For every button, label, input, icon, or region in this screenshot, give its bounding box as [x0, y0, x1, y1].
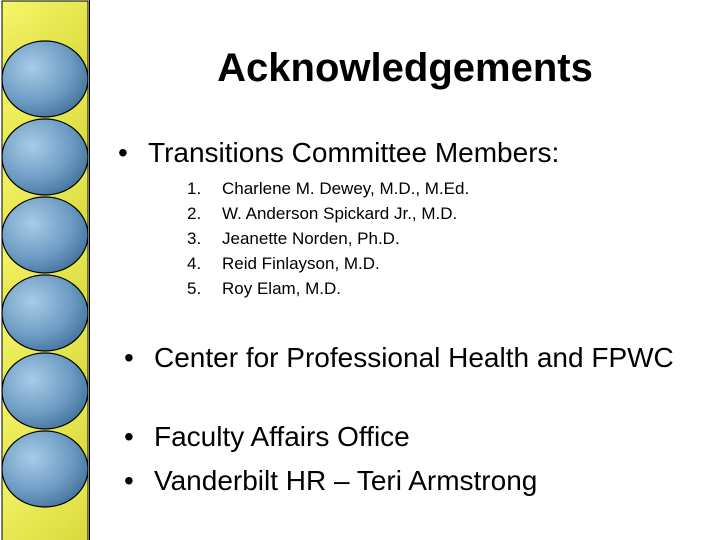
member-name: Charlene M. Dewey, M.D., M.Ed.: [222, 179, 470, 198]
decorative-circle: [2, 275, 88, 351]
slide-title: Acknowledgements: [217, 46, 593, 90]
list-number: 1.: [187, 179, 202, 198]
bullet-text: Faculty Affairs Office: [154, 421, 410, 452]
bullet-text: Center for Professional Health and FPWC: [154, 342, 674, 373]
bullet-dot: •: [124, 342, 134, 373]
list-item: [187, 276, 469, 301]
decorative-circle: [2, 197, 88, 273]
list-item: [187, 201, 469, 226]
list-item: [187, 176, 469, 201]
list-number: 5.: [187, 279, 202, 298]
list-number: 2.: [187, 204, 202, 223]
member-name: Reid Finlayson, M.D.: [222, 254, 380, 273]
bullet-dot: •: [124, 421, 134, 452]
member-name: W. Anderson Spickard Jr., M.D.: [222, 204, 458, 223]
decorative-circle: [2, 41, 88, 117]
bullet-center: [124, 341, 684, 375]
bullet-dot: •: [118, 137, 128, 168]
member-name: Jeanette Norden, Ph.D.: [222, 229, 400, 248]
committee-members-list: [187, 176, 469, 301]
member-name: Roy Elam, M.D.: [222, 279, 342, 298]
decorative-circle: [2, 353, 88, 429]
decorative-sidebar: [0, 0, 90, 540]
bullet-hr: [124, 464, 684, 498]
bullet-text: Vanderbilt HR – Teri Armstrong: [154, 465, 538, 496]
bullet-committee: [118, 136, 708, 170]
bullet-text: Transitions Committee Members:: [148, 137, 560, 168]
list-item: [187, 226, 469, 251]
decorative-circle: [2, 119, 88, 195]
list-number: 3.: [187, 229, 202, 248]
bullet-faculty: [124, 420, 684, 454]
decorative-circle: [2, 431, 88, 507]
bullet-dot: •: [124, 465, 134, 496]
list-number: 4.: [187, 254, 202, 273]
slide-content: [90, 0, 720, 540]
list-item: [187, 251, 469, 276]
